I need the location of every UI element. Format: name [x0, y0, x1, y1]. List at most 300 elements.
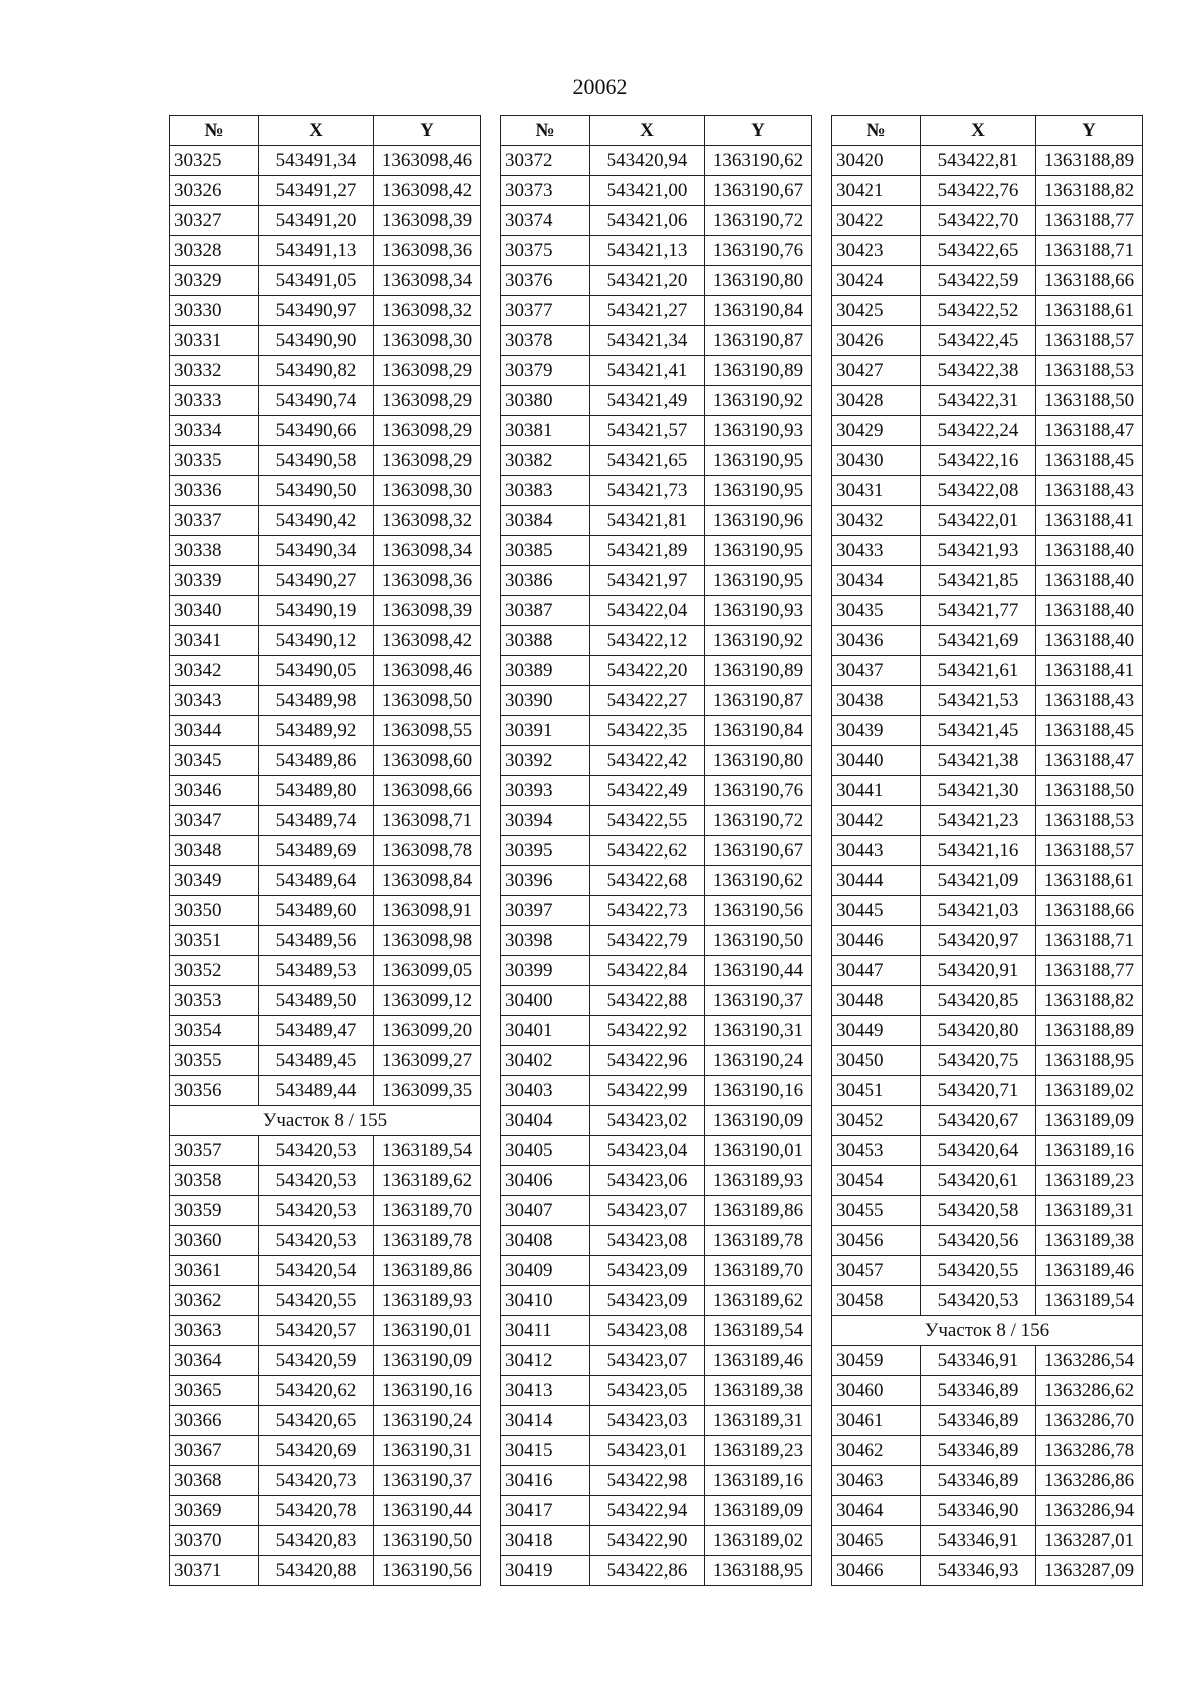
y-coordinate-cell: 1363190,09 — [374, 1346, 481, 1376]
point-number-cell: 30350 — [170, 896, 259, 926]
x-coordinate-cell: 543421,45 — [921, 716, 1036, 746]
y-coordinate-cell: 1363099,27 — [374, 1046, 481, 1076]
table-row — [170, 1286, 481, 1316]
point-number-cell: 30347 — [170, 806, 259, 836]
table-row — [170, 716, 481, 746]
table-row — [170, 956, 481, 986]
x-coordinate-cell: 543420,65 — [259, 1406, 374, 1436]
point-number-cell: 30410 — [501, 1286, 590, 1316]
table-row — [501, 416, 812, 446]
table-row — [501, 176, 812, 206]
y-coordinate-cell: 1363189,70 — [374, 1196, 481, 1226]
point-number-cell: 30383 — [501, 476, 590, 506]
y-coordinate-cell: 1363190,16 — [705, 1076, 812, 1106]
y-coordinate-cell: 1363098,29 — [374, 386, 481, 416]
table-row — [170, 806, 481, 836]
table-row — [832, 776, 1143, 806]
table-row — [832, 716, 1143, 746]
table-row — [832, 296, 1143, 326]
point-number-cell: 30399 — [501, 956, 590, 986]
table-row — [832, 326, 1143, 356]
table-row — [501, 1526, 812, 1556]
y-coordinate-cell: 1363190,92 — [705, 626, 812, 656]
table-row — [501, 236, 812, 266]
x-coordinate-cell: 543420,97 — [921, 926, 1036, 956]
table-row — [170, 1256, 481, 1286]
x-coordinate-cell: 543422,99 — [590, 1076, 705, 1106]
table-row — [501, 356, 812, 386]
point-number-cell: 30381 — [501, 416, 590, 446]
table-row — [501, 956, 812, 986]
x-coordinate-cell: 543420,53 — [259, 1226, 374, 1256]
table-row — [170, 1406, 481, 1436]
table-row — [832, 1226, 1143, 1256]
y-coordinate-cell: 1363188,95 — [1036, 1046, 1143, 1076]
y-coordinate-cell: 1363098,42 — [374, 176, 481, 206]
y-coordinate-cell: 1363189,46 — [1036, 1256, 1143, 1286]
y-coordinate-cell: 1363189,78 — [374, 1226, 481, 1256]
y-coordinate-cell: 1363189,70 — [705, 1256, 812, 1286]
table-row — [832, 1286, 1143, 1316]
table-row — [501, 566, 812, 596]
point-number-cell: 30419 — [501, 1556, 590, 1586]
point-number-cell: 30367 — [170, 1436, 259, 1466]
header-x: X — [921, 116, 1036, 146]
y-coordinate-cell: 1363190,89 — [705, 356, 812, 386]
table-row — [170, 1136, 481, 1166]
y-coordinate-cell: 1363098,39 — [374, 206, 481, 236]
table-row — [832, 746, 1143, 776]
x-coordinate-cell: 543490,58 — [259, 446, 374, 476]
y-coordinate-cell: 1363190,72 — [705, 806, 812, 836]
y-coordinate-cell: 1363286,62 — [1036, 1376, 1143, 1406]
point-number-cell: 30369 — [170, 1496, 259, 1526]
point-number-cell: 30380 — [501, 386, 590, 416]
y-coordinate-cell: 1363189,31 — [705, 1406, 812, 1436]
point-number-cell: 30397 — [501, 896, 590, 926]
table-row — [170, 1226, 481, 1256]
y-coordinate-cell: 1363098,46 — [374, 656, 481, 686]
point-number-cell: 30390 — [501, 686, 590, 716]
x-coordinate-cell: 543423,08 — [590, 1316, 705, 1346]
y-coordinate-cell: 1363189,23 — [1036, 1166, 1143, 1196]
table-row — [501, 1496, 812, 1526]
x-coordinate-cell: 543489,98 — [259, 686, 374, 716]
table-row — [501, 836, 812, 866]
y-coordinate-cell: 1363190,93 — [705, 596, 812, 626]
x-coordinate-cell: 543489,53 — [259, 956, 374, 986]
table-row — [832, 386, 1143, 416]
header-number: № — [170, 116, 259, 146]
table-row — [170, 1556, 481, 1586]
y-coordinate-cell: 1363190,50 — [374, 1526, 481, 1556]
table-row — [501, 1346, 812, 1376]
table-row — [501, 296, 812, 326]
y-coordinate-cell: 1363188,43 — [1036, 686, 1143, 716]
y-coordinate-cell: 1363188,45 — [1036, 446, 1143, 476]
x-coordinate-cell: 543420,57 — [259, 1316, 374, 1346]
x-coordinate-cell: 543489,45 — [259, 1046, 374, 1076]
y-coordinate-cell: 1363188,66 — [1036, 266, 1143, 296]
x-coordinate-cell: 543422,20 — [590, 656, 705, 686]
table-row — [832, 836, 1143, 866]
point-number-cell: 30357 — [170, 1136, 259, 1166]
point-number-cell: 30427 — [832, 356, 921, 386]
point-number-cell: 30326 — [170, 176, 259, 206]
x-coordinate-cell: 543422,59 — [921, 266, 1036, 296]
table-row — [832, 476, 1143, 506]
y-coordinate-cell: 1363190,16 — [374, 1376, 481, 1406]
x-coordinate-cell: 543491,20 — [259, 206, 374, 236]
x-coordinate-cell: 543420,53 — [921, 1286, 1036, 1316]
y-coordinate-cell: 1363098,78 — [374, 836, 481, 866]
y-coordinate-cell: 1363190,56 — [705, 896, 812, 926]
point-number-cell: 30411 — [501, 1316, 590, 1346]
header-x: X — [590, 116, 705, 146]
point-number-cell: 30430 — [832, 446, 921, 476]
point-number-cell: 30447 — [832, 956, 921, 986]
point-number-cell: 30392 — [501, 746, 590, 776]
y-coordinate-cell: 1363098,34 — [374, 266, 481, 296]
x-coordinate-cell: 543490,12 — [259, 626, 374, 656]
x-coordinate-cell: 543420,53 — [259, 1166, 374, 1196]
header-number: № — [832, 116, 921, 146]
table-row — [832, 956, 1143, 986]
table-row — [832, 1196, 1143, 1226]
x-coordinate-cell: 543489,56 — [259, 926, 374, 956]
point-number-cell: 30414 — [501, 1406, 590, 1436]
point-number-cell: 30375 — [501, 236, 590, 266]
table-row — [501, 1556, 812, 1586]
point-number-cell: 30439 — [832, 716, 921, 746]
x-coordinate-cell: 543421,30 — [921, 776, 1036, 806]
y-coordinate-cell: 1363098,50 — [374, 686, 481, 716]
point-number-cell: 30342 — [170, 656, 259, 686]
y-coordinate-cell: 1363188,66 — [1036, 896, 1143, 926]
x-coordinate-cell: 543422,76 — [921, 176, 1036, 206]
point-number-cell: 30398 — [501, 926, 590, 956]
y-coordinate-cell: 1363286,86 — [1036, 1466, 1143, 1496]
point-number-cell: 30436 — [832, 626, 921, 656]
y-coordinate-cell: 1363188,40 — [1036, 566, 1143, 596]
table-row — [170, 236, 481, 266]
y-coordinate-cell: 1363188,82 — [1036, 176, 1143, 206]
point-number-cell: 30339 — [170, 566, 259, 596]
y-coordinate-cell: 1363098,84 — [374, 866, 481, 896]
x-coordinate-cell: 543489,69 — [259, 836, 374, 866]
y-coordinate-cell: 1363190,93 — [705, 416, 812, 446]
point-number-cell: 30382 — [501, 446, 590, 476]
point-number-cell: 30409 — [501, 1256, 590, 1286]
table-row — [170, 266, 481, 296]
point-number-cell: 30402 — [501, 1046, 590, 1076]
y-coordinate-cell: 1363190,67 — [705, 176, 812, 206]
y-coordinate-cell: 1363190,62 — [705, 866, 812, 896]
y-coordinate-cell: 1363189,54 — [1036, 1286, 1143, 1316]
point-number-cell: 30404 — [501, 1106, 590, 1136]
point-number-cell: 30441 — [832, 776, 921, 806]
x-coordinate-cell: 543489,60 — [259, 896, 374, 926]
x-coordinate-cell: 543421,06 — [590, 206, 705, 236]
table-row — [501, 1286, 812, 1316]
y-coordinate-cell: 1363190,24 — [374, 1406, 481, 1436]
table-row — [501, 716, 812, 746]
y-coordinate-cell: 1363190,80 — [705, 746, 812, 776]
x-coordinate-cell: 543489,92 — [259, 716, 374, 746]
point-number-cell: 30361 — [170, 1256, 259, 1286]
y-coordinate-cell: 1363098,29 — [374, 446, 481, 476]
x-coordinate-cell: 543490,19 — [259, 596, 374, 626]
x-coordinate-cell: 543420,53 — [259, 1196, 374, 1226]
point-number-cell: 30420 — [832, 146, 921, 176]
point-number-cell: 30437 — [832, 656, 921, 686]
x-coordinate-cell: 543421,57 — [590, 416, 705, 446]
table-row — [170, 536, 481, 566]
x-coordinate-cell: 543423,03 — [590, 1406, 705, 1436]
y-coordinate-cell: 1363098,30 — [374, 476, 481, 506]
y-coordinate-cell: 1363189,31 — [1036, 1196, 1143, 1226]
y-coordinate-cell: 1363190,44 — [705, 956, 812, 986]
point-number-cell: 30454 — [832, 1166, 921, 1196]
point-number-cell: 30463 — [832, 1466, 921, 1496]
y-coordinate-cell: 1363098,30 — [374, 326, 481, 356]
x-coordinate-cell: 543420,56 — [921, 1226, 1036, 1256]
x-coordinate-cell: 543422,96 — [590, 1046, 705, 1076]
x-coordinate-cell: 543490,34 — [259, 536, 374, 566]
table-row — [832, 176, 1143, 206]
table-row — [501, 686, 812, 716]
table-row — [832, 356, 1143, 386]
point-number-cell: 30330 — [170, 296, 259, 326]
point-number-cell: 30348 — [170, 836, 259, 866]
point-number-cell: 30415 — [501, 1436, 590, 1466]
x-coordinate-cell: 543420,85 — [921, 986, 1036, 1016]
x-coordinate-cell: 543423,07 — [590, 1346, 705, 1376]
x-coordinate-cell: 543420,55 — [921, 1256, 1036, 1286]
table-row — [170, 416, 481, 446]
header-number: № — [501, 116, 590, 146]
y-coordinate-cell: 1363188,57 — [1036, 836, 1143, 866]
point-number-cell: 30432 — [832, 506, 921, 536]
point-number-cell: 30403 — [501, 1076, 590, 1106]
table-row — [170, 506, 481, 536]
table-row — [170, 146, 481, 176]
x-coordinate-cell: 543420,94 — [590, 146, 705, 176]
table-row — [832, 1406, 1143, 1436]
y-coordinate-cell: 1363098,42 — [374, 626, 481, 656]
y-coordinate-cell: 1363190,56 — [374, 1556, 481, 1586]
x-coordinate-cell: 543423,02 — [590, 1106, 705, 1136]
table-row — [832, 1046, 1143, 1076]
point-number-cell: 30379 — [501, 356, 590, 386]
header-x: X — [259, 116, 374, 146]
y-coordinate-cell: 1363188,50 — [1036, 776, 1143, 806]
point-number-cell: 30329 — [170, 266, 259, 296]
x-coordinate-cell: 543422,62 — [590, 836, 705, 866]
y-coordinate-cell: 1363190,89 — [705, 656, 812, 686]
table-row — [501, 476, 812, 506]
x-coordinate-cell: 543422,01 — [921, 506, 1036, 536]
point-number-cell: 30450 — [832, 1046, 921, 1076]
table-row — [501, 536, 812, 566]
section-label: Участок 8 / 155 — [170, 1106, 481, 1136]
table-row — [501, 1196, 812, 1226]
y-coordinate-cell: 1363099,12 — [374, 986, 481, 1016]
y-coordinate-cell: 1363188,89 — [1036, 1016, 1143, 1046]
table-row — [832, 566, 1143, 596]
y-coordinate-cell: 1363286,54 — [1036, 1346, 1143, 1376]
point-number-cell: 30417 — [501, 1496, 590, 1526]
y-coordinate-cell: 1363188,77 — [1036, 206, 1143, 236]
y-coordinate-cell: 1363188,82 — [1036, 986, 1143, 1016]
x-coordinate-cell: 543421,09 — [921, 866, 1036, 896]
x-coordinate-cell: 543420,88 — [259, 1556, 374, 1586]
point-number-cell: 30423 — [832, 236, 921, 266]
point-number-cell: 30335 — [170, 446, 259, 476]
table-row — [501, 446, 812, 476]
table-row — [170, 776, 481, 806]
x-coordinate-cell: 543423,08 — [590, 1226, 705, 1256]
x-coordinate-cell: 543422,68 — [590, 866, 705, 896]
x-coordinate-cell: 543489,74 — [259, 806, 374, 836]
y-coordinate-cell: 1363189,78 — [705, 1226, 812, 1256]
x-coordinate-cell: 543422,52 — [921, 296, 1036, 326]
x-coordinate-cell: 543346,91 — [921, 1526, 1036, 1556]
table-row — [501, 386, 812, 416]
table-row — [170, 1196, 481, 1226]
point-number-cell: 30435 — [832, 596, 921, 626]
point-number-cell: 30406 — [501, 1166, 590, 1196]
y-coordinate-cell: 1363188,71 — [1036, 236, 1143, 266]
point-number-cell: 30352 — [170, 956, 259, 986]
point-number-cell: 30466 — [832, 1556, 921, 1586]
x-coordinate-cell: 543346,93 — [921, 1556, 1036, 1586]
point-number-cell: 30461 — [832, 1406, 921, 1436]
section-label: Участок 8 / 156 — [832, 1316, 1143, 1346]
x-coordinate-cell: 543421,73 — [590, 476, 705, 506]
x-coordinate-cell: 543422,31 — [921, 386, 1036, 416]
point-number-cell: 30356 — [170, 1076, 259, 1106]
point-number-cell: 30426 — [832, 326, 921, 356]
y-coordinate-cell: 1363188,43 — [1036, 476, 1143, 506]
x-coordinate-cell: 543422,16 — [921, 446, 1036, 476]
table-row — [832, 596, 1143, 626]
y-coordinate-cell: 1363286,70 — [1036, 1406, 1143, 1436]
table-row — [832, 986, 1143, 1016]
x-coordinate-cell: 543420,55 — [259, 1286, 374, 1316]
point-number-cell: 30407 — [501, 1196, 590, 1226]
table-row — [832, 506, 1143, 536]
x-coordinate-cell: 543422,94 — [590, 1496, 705, 1526]
y-coordinate-cell: 1363098,71 — [374, 806, 481, 836]
point-number-cell: 30336 — [170, 476, 259, 506]
point-number-cell: 30458 — [832, 1286, 921, 1316]
y-coordinate-cell: 1363190,67 — [705, 836, 812, 866]
x-coordinate-cell: 543420,91 — [921, 956, 1036, 986]
table-row — [832, 1466, 1143, 1496]
point-number-cell: 30446 — [832, 926, 921, 956]
x-coordinate-cell: 543420,69 — [259, 1436, 374, 1466]
x-coordinate-cell: 543490,90 — [259, 326, 374, 356]
y-coordinate-cell: 1363188,47 — [1036, 746, 1143, 776]
x-coordinate-cell: 543423,05 — [590, 1376, 705, 1406]
table-row — [501, 1076, 812, 1106]
y-coordinate-cell: 1363189,93 — [374, 1286, 481, 1316]
x-coordinate-cell: 543421,53 — [921, 686, 1036, 716]
x-coordinate-cell: 543420,53 — [259, 1136, 374, 1166]
table-row — [170, 206, 481, 236]
point-number-cell: 30332 — [170, 356, 259, 386]
x-coordinate-cell: 543421,00 — [590, 176, 705, 206]
y-coordinate-cell: 1363098,29 — [374, 416, 481, 446]
x-coordinate-cell: 543420,71 — [921, 1076, 1036, 1106]
point-number-cell: 30368 — [170, 1466, 259, 1496]
x-coordinate-cell: 543490,42 — [259, 506, 374, 536]
point-number-cell: 30386 — [501, 566, 590, 596]
table-row — [832, 806, 1143, 836]
table-row — [501, 1316, 812, 1346]
point-number-cell: 30391 — [501, 716, 590, 746]
y-coordinate-cell: 1363190,96 — [705, 506, 812, 536]
x-coordinate-cell: 543422,45 — [921, 326, 1036, 356]
y-coordinate-cell: 1363189,23 — [705, 1436, 812, 1466]
table-row — [501, 866, 812, 896]
y-coordinate-cell: 1363098,36 — [374, 566, 481, 596]
point-number-cell: 30325 — [170, 146, 259, 176]
table-row — [501, 596, 812, 626]
point-number-cell: 30344 — [170, 716, 259, 746]
x-coordinate-cell: 543489,44 — [259, 1076, 374, 1106]
y-coordinate-cell: 1363286,78 — [1036, 1436, 1143, 1466]
table-row — [832, 866, 1143, 896]
x-coordinate-cell: 543423,07 — [590, 1196, 705, 1226]
table-row — [170, 866, 481, 896]
x-coordinate-cell: 543422,35 — [590, 716, 705, 746]
table-row — [832, 1496, 1143, 1526]
x-coordinate-cell: 543489,80 — [259, 776, 374, 806]
table-row — [170, 1016, 481, 1046]
point-number-cell: 30362 — [170, 1286, 259, 1316]
table-row — [170, 836, 481, 866]
y-coordinate-cell: 1363188,53 — [1036, 356, 1143, 386]
y-coordinate-cell: 1363098,34 — [374, 536, 481, 566]
header-y: Y — [374, 116, 481, 146]
x-coordinate-cell: 543421,41 — [590, 356, 705, 386]
y-coordinate-cell: 1363188,41 — [1036, 506, 1143, 536]
table-row — [832, 1136, 1143, 1166]
y-coordinate-cell: 1363190,76 — [705, 236, 812, 266]
point-number-cell: 30465 — [832, 1526, 921, 1556]
table-row — [170, 356, 481, 386]
x-coordinate-cell: 543420,75 — [921, 1046, 1036, 1076]
point-number-cell: 30451 — [832, 1076, 921, 1106]
y-coordinate-cell: 1363190,31 — [374, 1436, 481, 1466]
y-coordinate-cell: 1363189,02 — [705, 1526, 812, 1556]
x-coordinate-cell: 543421,77 — [921, 596, 1036, 626]
x-coordinate-cell: 543421,61 — [921, 656, 1036, 686]
table-row — [832, 236, 1143, 266]
x-coordinate-cell: 543421,49 — [590, 386, 705, 416]
point-number-cell: 30438 — [832, 686, 921, 716]
y-coordinate-cell: 1363190,09 — [705, 1106, 812, 1136]
x-coordinate-cell: 543489,86 — [259, 746, 374, 776]
point-number-cell: 30340 — [170, 596, 259, 626]
table-row — [832, 1346, 1143, 1376]
x-coordinate-cell: 543421,03 — [921, 896, 1036, 926]
y-coordinate-cell: 1363189,09 — [1036, 1106, 1143, 1136]
table-row — [501, 986, 812, 1016]
point-number-cell: 30385 — [501, 536, 590, 566]
